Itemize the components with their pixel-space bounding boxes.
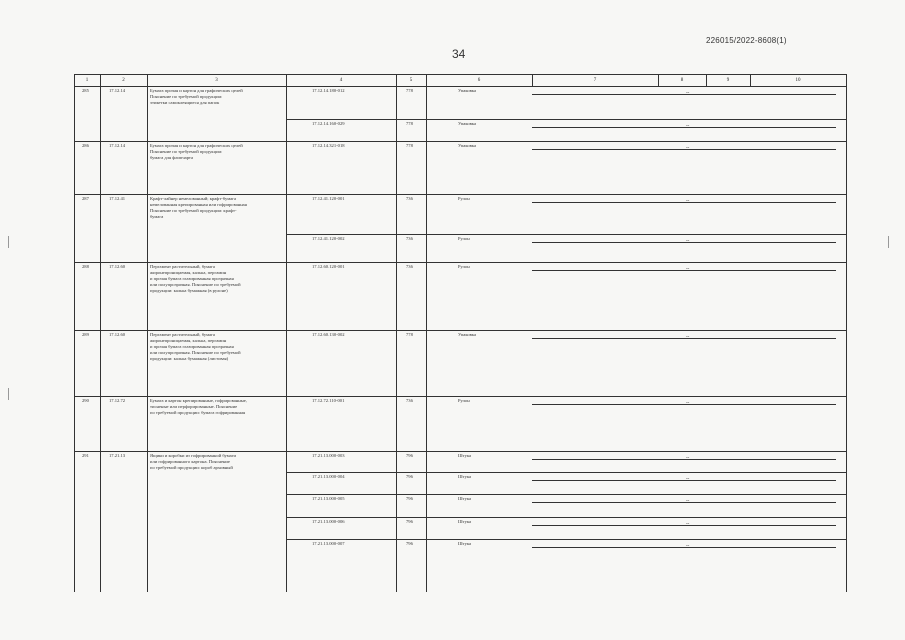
dash-mark: --	[686, 456, 690, 461]
okpd2-code: 17.12.41	[109, 196, 126, 201]
sub-row-divider	[286, 472, 846, 473]
unit-name: Штука	[458, 519, 472, 524]
unit-name: Упаковка	[458, 121, 477, 126]
row-number: 288	[82, 264, 89, 269]
unit-name: Штука	[458, 474, 472, 479]
okei-unit-code: 778	[406, 143, 413, 148]
product-description: бумага	[150, 214, 164, 219]
product-description: по требуемой продукции: короб архивный	[150, 465, 233, 470]
product-description: по требуемой продукции: бумага гофрированная	[150, 410, 246, 415]
dash-mark: --	[686, 401, 690, 406]
okpd2-code: 17.21.13	[109, 453, 126, 458]
product-description: продукции: калька бумажная (листовая)	[150, 356, 229, 361]
column-header: 9	[726, 78, 730, 83]
okei-unit-code: 796	[406, 453, 413, 458]
dash-mark: --	[686, 199, 690, 204]
dash-mark: --	[686, 477, 690, 482]
column-header: 5	[409, 78, 413, 83]
row-divider	[74, 194, 846, 195]
okei-unit-code: 736	[406, 264, 413, 269]
product-description: или полупрозрачная. Пояснение по требуемой	[150, 282, 241, 287]
unit-name: Упаковка	[458, 88, 477, 93]
sub-row-rule	[532, 502, 836, 503]
dash-mark: --	[686, 522, 690, 527]
ktru-code: 17.12.14.160-029	[312, 121, 345, 126]
column-divider	[658, 74, 659, 86]
product-description: немелованная крепированная или гофрированная	[150, 202, 247, 207]
product-description: или гофрированного картона. Пояснение	[150, 459, 230, 464]
row-divider	[74, 141, 846, 142]
unit-name: Рулон	[458, 196, 470, 201]
unit-name: Штука	[458, 453, 472, 458]
sub-row-divider	[286, 517, 846, 518]
ktru-code: 17.12.41.120-002	[312, 236, 345, 241]
product-description: тисненые или перфорированные. Пояснение	[150, 404, 238, 409]
sub-row-rule	[532, 404, 836, 405]
sub-row-rule	[532, 338, 836, 339]
product-description: и прочая бумага глазированная прозрачная	[150, 276, 234, 281]
row-divider	[74, 330, 846, 331]
column-header: 10	[795, 78, 801, 83]
column-header: 7	[593, 78, 597, 83]
column-divider	[100, 74, 101, 592]
product-description: Крафт-лайнер немелованный; крафт-бумага	[150, 196, 237, 201]
sub-row-rule	[532, 547, 836, 548]
product-description: жиронепроницаемая, калька, пергамин	[150, 338, 227, 343]
product-description: этикетки самоклеящиеся для папок	[150, 100, 220, 105]
dash-mark: --	[686, 335, 690, 340]
table-border	[74, 74, 75, 592]
okei-unit-code: 778	[406, 121, 413, 126]
column-header: 3	[215, 78, 218, 83]
okpd2-code: 17.12.14	[109, 143, 126, 148]
unit-name: Упаковка	[458, 332, 477, 337]
table-border	[846, 74, 847, 592]
row-divider	[74, 451, 846, 452]
row-divider	[74, 396, 846, 397]
column-header: 2	[122, 78, 125, 83]
column-divider	[286, 74, 287, 592]
dash-mark: --	[686, 267, 690, 272]
okei-unit-code: 796	[406, 496, 413, 501]
ktru-code: 17.21.13.000-005	[312, 496, 345, 501]
column-divider	[396, 74, 397, 592]
row-number: 286	[82, 143, 89, 148]
left-margin-mark	[8, 236, 9, 248]
ktru-code: 17.21.13.000-007	[312, 541, 345, 546]
product-description: Пояснение по требуемой продукции:	[150, 94, 223, 99]
right-margin-mark	[888, 236, 889, 248]
unit-name: Штука	[458, 496, 472, 501]
ktru-code: 17.21.13.000-006	[312, 519, 345, 524]
column-header: 6	[477, 78, 481, 83]
dash-mark: --	[686, 124, 690, 129]
product-description: Пояснение по требуемой продукции:	[150, 149, 223, 154]
product-description: жиронепроницаемая, калька, пергамин	[150, 270, 227, 275]
sub-row-rule	[532, 149, 836, 150]
dash-mark: --	[686, 239, 690, 244]
column-divider	[532, 74, 533, 86]
unit-name: Упаковка	[458, 143, 477, 148]
document-number: 226015/2022-8608(1)	[706, 36, 787, 45]
okpd2-code: 17.12.14	[109, 88, 126, 93]
row-number: 287	[82, 196, 89, 201]
sub-row-rule	[532, 270, 836, 271]
column-divider	[750, 74, 751, 86]
okpd2-code: 17.12.72	[109, 398, 126, 403]
unit-name: Штука	[458, 541, 472, 546]
okei-unit-code: 778	[406, 88, 413, 93]
left-margin-mark	[8, 388, 9, 400]
ktru-code: 17.12.14.180-012	[312, 88, 345, 93]
product-description: Пояснение по требуемой продукции: крафт-	[150, 208, 237, 213]
dash-mark: --	[686, 91, 690, 96]
procurement-table	[74, 74, 846, 592]
ktru-code: 17.12.72.110-001	[312, 398, 345, 403]
column-divider	[706, 74, 707, 86]
row-number: 290	[82, 398, 89, 403]
product-description: и прочая бумага глазированная прозрачная	[150, 344, 234, 349]
ktru-code: 17.12.60.130-002	[312, 332, 345, 337]
ktru-code: 17.12.60.120-001	[312, 264, 345, 269]
page-number: 34	[452, 47, 466, 61]
unit-name: Рулон	[458, 398, 470, 403]
okpd2-code: 17.12.60	[109, 264, 126, 269]
sub-row-rule	[532, 480, 836, 481]
unit-name: Рулон	[458, 264, 470, 269]
okei-unit-code: 736	[406, 398, 413, 403]
sub-row-divider	[286, 494, 846, 495]
dash-mark: --	[686, 499, 690, 504]
column-header: 8	[680, 78, 684, 83]
row-number: 285	[82, 88, 89, 93]
product-description: Ящики и коробки из гофрированной бумаги	[150, 453, 237, 458]
product-description: Бумага прочая и картон для графических целей	[150, 88, 243, 93]
row-number: 289	[82, 332, 89, 337]
sub-row-rule	[532, 202, 836, 203]
column-divider	[147, 74, 148, 592]
sub-row-rule	[532, 127, 836, 128]
okei-unit-code: 796	[406, 519, 413, 524]
sub-row-rule	[532, 459, 836, 460]
product-description: Пергамент растительный, бумага	[150, 264, 215, 269]
sub-row-rule	[532, 525, 836, 526]
row-number: 291	[82, 453, 89, 458]
okei-unit-code: 796	[406, 474, 413, 479]
product-description: Пергамент растительный, бумага	[150, 332, 215, 337]
row-divider	[74, 262, 846, 263]
sub-row-rule	[532, 242, 836, 243]
unit-name: Рулон	[458, 236, 470, 241]
ktru-code: 17.21.13.000-003	[312, 453, 345, 458]
row-divider	[74, 86, 846, 87]
product-description: Бумага и картон крепированные, гофрированные,	[150, 398, 247, 403]
sub-row-divider	[286, 119, 846, 120]
column-divider	[426, 74, 427, 592]
sub-row-divider	[286, 234, 846, 235]
product-description: продукции: калька бумажная (в рулоне)	[150, 288, 228, 293]
column-header: 4	[339, 78, 343, 83]
okei-unit-code: 736	[406, 236, 413, 241]
table-border	[74, 74, 846, 75]
dash-mark: --	[686, 544, 690, 549]
okei-unit-code: 736	[406, 196, 413, 201]
sub-row-rule	[532, 94, 836, 95]
ktru-code: 17.12.14.321-018	[312, 143, 345, 148]
okpd2-code: 17.12.60	[109, 332, 126, 337]
ktru-code: 17.21.13.000-004	[312, 474, 345, 479]
product-description: или полупрозрачная. Пояснение по требуемой	[150, 350, 241, 355]
product-description: бумага для флипчарта	[150, 155, 194, 160]
column-header: 1	[85, 78, 89, 83]
sub-row-divider	[286, 539, 846, 540]
ktru-code: 17.12.41.120-001	[312, 196, 345, 201]
okei-unit-code: 796	[406, 541, 413, 546]
dash-mark: --	[686, 146, 690, 151]
product-description: Бумага прочая и картон для графических целей	[150, 143, 243, 148]
okei-unit-code: 778	[406, 332, 413, 337]
